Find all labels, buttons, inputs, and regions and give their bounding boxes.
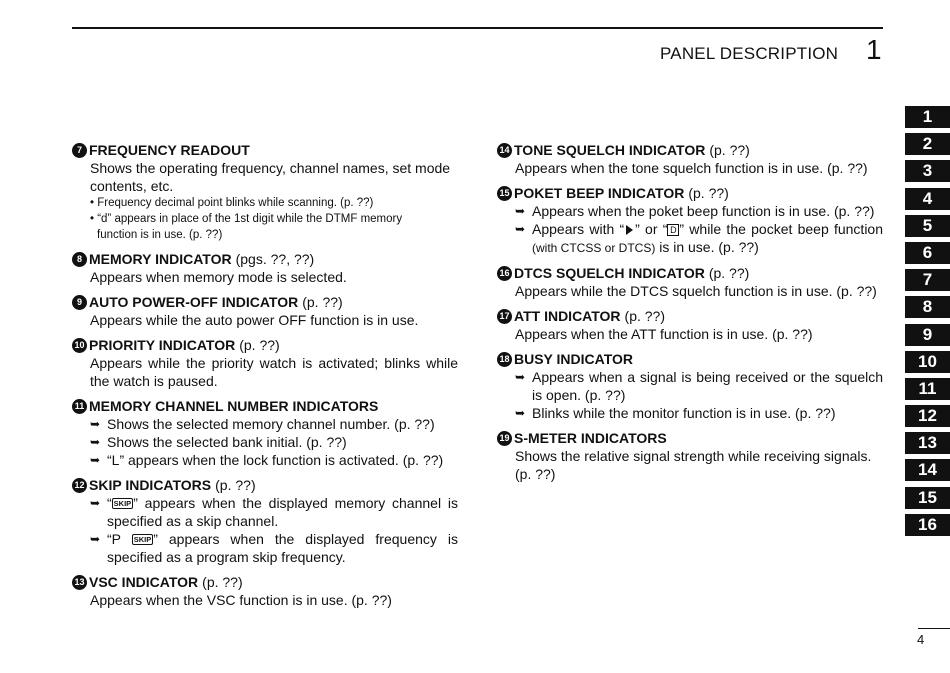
item-title: VSC INDICATOR (89, 574, 199, 590)
item-body: Shows the relative signal strength while receiving signals. (p. ??) (515, 448, 872, 482)
page-title: PANEL DESCRIPTION (660, 44, 839, 63)
item-number-badge: 16 (497, 266, 512, 281)
item-frequency-readout (72, 141, 458, 243)
item-title: PRIORITY INDICATOR (89, 337, 236, 353)
bottom-rule (918, 628, 950, 629)
item-body: Shows the operating frequency, channel names, set mode contents, etc. (90, 160, 451, 194)
item-body: Appears when the tone squelch function is in use. (p. ??) (515, 160, 868, 176)
chapter-tab[interactable]: 12 (905, 405, 950, 427)
item-busy-indicator (497, 350, 883, 422)
chapter-tabs (905, 106, 950, 541)
item-number-badge: 13 (72, 575, 87, 590)
item-number-badge: 9 (72, 295, 87, 310)
page-reference: (p. ??) (709, 142, 750, 158)
right-column (497, 141, 883, 490)
page-reference: (p. ??) (202, 574, 243, 590)
arrow-icon: ➥ (90, 417, 101, 431)
item-tone-squelch (497, 141, 883, 177)
arrow-icon: ➥ (515, 222, 526, 236)
item-title: S-METER INDICATORS (514, 430, 667, 446)
arrow-icon: ➥ (515, 370, 526, 384)
arrow-icon: ➥ (90, 532, 101, 546)
top-rule (72, 27, 883, 29)
d-key-icon: D (667, 224, 679, 236)
bullet-item: ➥ Appears with “ ” or “ D ” while the pocket beep function (with CTCSS or DTCS) is in use. (p. ??) (515, 221, 884, 255)
item-title: DTCS SQUELCH INDICATOR (514, 265, 705, 281)
item-number-badge: 7 (72, 143, 87, 158)
item-s-meter (497, 429, 883, 483)
chapter-tab[interactable]: 1 (905, 106, 950, 128)
chapter-tab[interactable]: 14 (905, 459, 950, 481)
bullet-item: ➥ “ SKIP ” appears when the displayed memory channel is specified as a skip channel. (90, 495, 458, 529)
chapter-tab[interactable]: 8 (905, 296, 950, 318)
item-number-badge: 10 (72, 338, 87, 353)
item-vsc-indicator (72, 573, 458, 609)
chapter-number: 1 (866, 34, 882, 65)
chapter-tab[interactable]: 5 (905, 215, 950, 237)
arrow-icon: ➥ (515, 204, 526, 218)
chapter-tab[interactable]: 13 (905, 432, 950, 454)
item-auto-power-off (72, 293, 458, 329)
item-number-badge: 19 (497, 431, 512, 446)
item-title: TONE SQUELCH INDICATOR (514, 142, 706, 158)
item-number-badge: 15 (497, 186, 512, 201)
page-reference: (p. ??) (302, 294, 343, 310)
bullet-item: ➥ Shows the selected bank initial. (p. ??) (90, 434, 347, 450)
item-poket-beep (497, 184, 883, 257)
item-body: Appears while the auto power OFF function is in use. (90, 312, 419, 328)
item-body: Appears when the ATT function is in use. (p. ??) (515, 326, 813, 342)
chapter-tab[interactable]: 7 (905, 269, 950, 291)
item-number-badge: 14 (497, 143, 512, 158)
chapter-tab[interactable]: 6 (905, 242, 950, 264)
chapter-tab[interactable]: 10 (905, 351, 950, 373)
item-memory-indicator (72, 250, 458, 286)
item-memory-channel-number (72, 397, 458, 469)
page-number: 4 (917, 632, 925, 647)
page-reference: (pgs. ??, ??) (235, 251, 315, 267)
item-body: Appears when the VSC function is in use. (p. ??) (90, 592, 392, 608)
item-title: SKIP INDICATORS (89, 477, 212, 493)
item-body: Appears while the priority watch is activated; blinks while the watch is paused. (90, 355, 458, 389)
item-title: FREQUENCY READOUT (89, 142, 250, 158)
item-att-indicator (497, 307, 883, 343)
arrow-icon: ➥ (515, 406, 526, 420)
item-title: AUTO POWER-OFF INDICATOR (89, 294, 299, 310)
arrow-icon: ➥ (90, 496, 101, 510)
item-number-badge: 17 (497, 309, 512, 324)
item-number-badge: 8 (72, 252, 87, 267)
chapter-tab[interactable]: 9 (905, 324, 950, 346)
chapter-tab[interactable]: 3 (905, 160, 950, 182)
skip-key-icon: SKIP (113, 499, 132, 508)
item-number-badge: 11 (72, 399, 87, 414)
item-number-badge: 18 (497, 352, 512, 367)
page-reference: (p. ??) (624, 308, 666, 324)
item-title: ATT INDICATOR (514, 308, 621, 324)
page-reference: (p. ??) (215, 477, 256, 493)
item-body: Appears while the DTCS squelch function is in use. (p. ??) (515, 283, 877, 299)
item-note: • Frequency decimal point blinks while scanning. (p. ??) (90, 197, 374, 209)
bullet-item: ➥ “L” appears when the lock function is activated. (p. ??) (90, 452, 444, 468)
arrow-icon: ➥ (90, 435, 101, 449)
bullet-item: ➥ Appears when a signal is being received or the squelch is open. (p. ??) (515, 369, 883, 403)
item-title: MEMORY CHANNEL NUMBER INDICATORS (89, 398, 379, 414)
chapter-tab[interactable]: 4 (905, 188, 950, 210)
item-dtcs-squelch (497, 264, 883, 300)
bullet-item: ➥ Shows the selected memory channel number. (p. ??) (90, 416, 435, 432)
page-reference: (p. ??) (688, 185, 729, 201)
item-title: BUSY INDICATOR (514, 351, 634, 367)
bullet-item: ➥ “P SKIP ” appears when the displayed frequency is specified as a program skip frequency. (90, 531, 458, 565)
page-reference: (p. ??) (708, 265, 750, 281)
chapter-tab[interactable]: 15 (905, 487, 950, 509)
item-skip-indicators (72, 476, 458, 566)
play-triangle-icon (626, 225, 633, 235)
chapter-tab[interactable]: 11 (905, 378, 950, 400)
chapter-tab[interactable]: 16 (905, 514, 950, 536)
item-body: Appears when memory mode is selected. (90, 269, 347, 285)
item-title: MEMORY INDICATOR (89, 251, 232, 267)
page-reference: (p. ??) (239, 337, 280, 353)
item-priority-indicator (72, 336, 458, 390)
bullet-item: ➥ Blinks while the monitor function is in use. (p. ??) (515, 405, 836, 421)
item-title: POKET BEEP INDICATOR (514, 185, 685, 201)
chapter-tab[interactable]: 2 (905, 133, 950, 155)
skip-key-icon: SKIP (133, 535, 152, 544)
item-number-badge: 12 (72, 478, 87, 493)
item-note: • “d” appears in place of the 1st digit while the DTMF memory function is in use. (p. ??) (90, 213, 403, 241)
left-column (72, 141, 458, 616)
bullet-item: ➥ Appears when the poket beep function is in use. (p. ??) (515, 203, 875, 219)
arrow-icon: ➥ (90, 453, 101, 467)
